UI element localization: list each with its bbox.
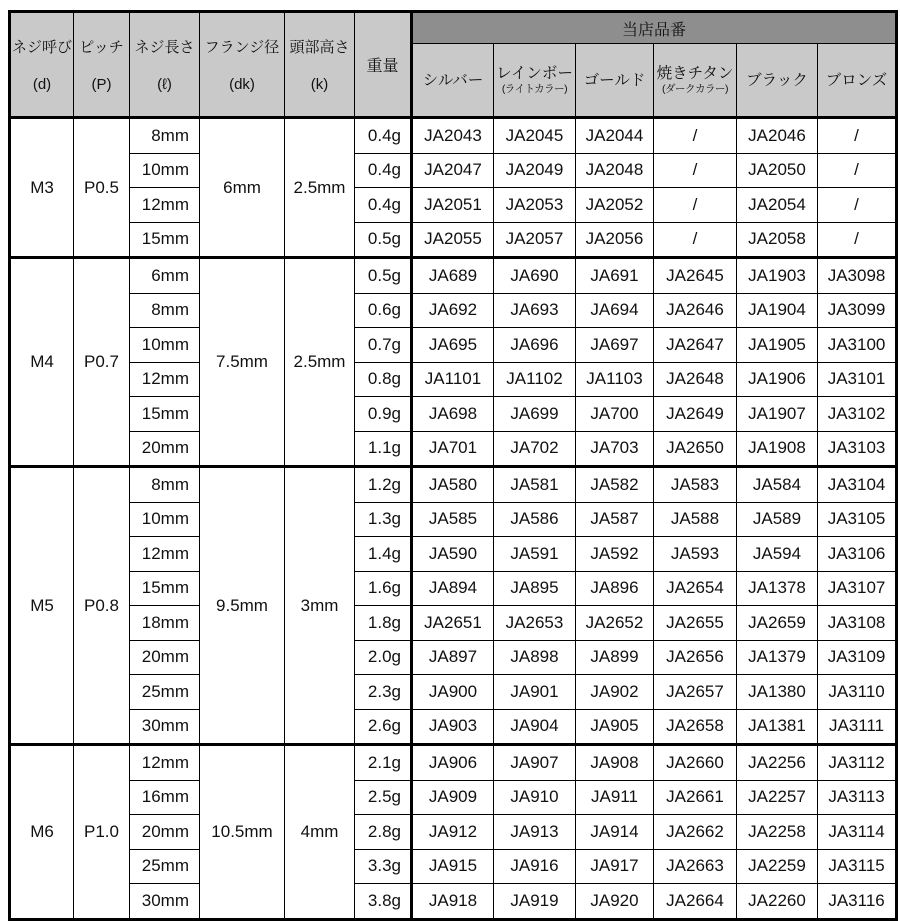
part-number-cell: JA698 [412, 397, 494, 432]
column-header-burnt-titanium: 焼きチタン (ダークカラー) [654, 44, 737, 118]
screw-spec-table [8, 10, 898, 921]
weight-cell: 0.6g [355, 293, 412, 328]
part-number-cell: JA898 [494, 640, 576, 675]
part-number-cell: JA3113 [818, 780, 897, 815]
column-header-weight: 重量 [355, 12, 412, 118]
length-cell: 18mm [130, 606, 200, 641]
table-row [10, 780, 897, 815]
weight-cell: 1.8g [355, 606, 412, 641]
part-number-cell: JA916 [494, 849, 576, 884]
length-cell: 16mm [130, 780, 200, 815]
length-cell: 12mm [130, 362, 200, 397]
length-cell: 20mm [130, 815, 200, 850]
table-row [10, 502, 897, 537]
part-number-cell: JA903 [412, 709, 494, 745]
part-number-cell: JA2657 [654, 675, 737, 710]
table-row [10, 328, 897, 363]
part-number-cell: JA1380 [737, 675, 818, 710]
column-header-black: ブラック [737, 44, 818, 118]
part-number-cell: JA2659 [737, 606, 818, 641]
part-number-cell: JA919 [494, 884, 576, 920]
part-number-cell: JA594 [737, 537, 818, 572]
column-header-symbol: (d) [32, 76, 52, 94]
part-number-cell: JA3104 [818, 467, 897, 503]
part-number-cell: JA694 [576, 293, 654, 328]
part-number-cell: JA2647 [654, 328, 737, 363]
length-cell: 25mm [130, 849, 200, 884]
part-number-cell: JA3102 [818, 397, 897, 432]
weight-cell: 0.4g [355, 153, 412, 188]
column-header-silver: シルバー [412, 44, 494, 118]
part-number-cell: JA2049 [494, 153, 576, 188]
table-body [10, 118, 897, 920]
part-number-cell: JA3107 [818, 571, 897, 606]
weight-cell: 1.1g [355, 431, 412, 467]
column-header-label: ネジ呼び [11, 38, 72, 56]
column-header-head-height [285, 12, 355, 118]
part-number-cell: / [818, 222, 897, 258]
screw-size-cell: M3 [10, 118, 74, 258]
length-cell: 25mm [130, 675, 200, 710]
part-number-cell: JA2651 [412, 606, 494, 641]
weight-cell: 2.6g [355, 709, 412, 745]
column-header-label: 頭部高さ [289, 38, 350, 56]
screw-size-cell: M6 [10, 745, 74, 920]
part-number-cell: JA2043 [412, 118, 494, 154]
part-number-cell: JA2045 [494, 118, 576, 154]
part-number-cell: JA691 [576, 258, 654, 294]
part-number-cell: / [654, 188, 737, 223]
part-number-cell: JA2649 [654, 397, 737, 432]
part-number-cell: JA692 [412, 293, 494, 328]
part-number-cell: JA2056 [576, 222, 654, 258]
part-number-cell: JA2053 [494, 188, 576, 223]
part-number-cell: JA917 [576, 849, 654, 884]
part-number-cell: JA2054 [737, 188, 818, 223]
weight-cell: 0.4g [355, 118, 412, 154]
part-number-cell: JA593 [654, 537, 737, 572]
column-header-symbol: (ℓ) [157, 76, 172, 94]
part-number-cell: JA696 [494, 328, 576, 363]
part-number-cell: JA695 [412, 328, 494, 363]
flange-diameter-cell: 7.5mm [200, 258, 285, 467]
part-number-cell: JA2050 [737, 153, 818, 188]
table-row [10, 222, 897, 258]
part-number-cell: JA2051 [412, 188, 494, 223]
part-number-cell: / [818, 153, 897, 188]
length-cell: 30mm [130, 884, 200, 920]
part-number-cell: JA3112 [818, 745, 897, 781]
part-number-cell: JA915 [412, 849, 494, 884]
part-number-cell: JA587 [576, 502, 654, 537]
length-cell: 30mm [130, 709, 200, 745]
part-number-cell: JA3101 [818, 362, 897, 397]
column-header-label: ネジ長さ [134, 38, 195, 56]
weight-cell: 0.9g [355, 397, 412, 432]
table-row [10, 467, 897, 503]
flange-diameter-cell: 10.5mm [200, 745, 285, 920]
part-number-cell: JA901 [494, 675, 576, 710]
part-number-cell: JA912 [412, 815, 494, 850]
part-number-cell: JA900 [412, 675, 494, 710]
length-cell: 10mm [130, 328, 200, 363]
part-number-cell: JA580 [412, 467, 494, 503]
length-cell: 15mm [130, 397, 200, 432]
part-number-cell: JA2256 [737, 745, 818, 781]
screw-size-cell: M4 [10, 258, 74, 467]
weight-cell: 2.3g [355, 675, 412, 710]
part-number-cell: JA2048 [576, 153, 654, 188]
table-row [10, 118, 897, 154]
part-number-cell: JA3111 [818, 709, 897, 745]
part-number-cell: / [818, 188, 897, 223]
part-number-cell: JA918 [412, 884, 494, 920]
part-number-cell: JA2656 [654, 640, 737, 675]
part-number-cell: JA2055 [412, 222, 494, 258]
weight-cell: 1.2g [355, 467, 412, 503]
part-number-cell: JA911 [576, 780, 654, 815]
column-header-bronze: ブロンズ [818, 44, 897, 118]
part-number-cell: JA699 [494, 397, 576, 432]
part-number-cell: JA592 [576, 537, 654, 572]
column-header-flange-diameter [200, 12, 285, 118]
part-number-cell: JA2044 [576, 118, 654, 154]
table-row [10, 849, 897, 884]
part-number-cell: JA2257 [737, 780, 818, 815]
part-number-cell: JA3099 [818, 293, 897, 328]
head-height-cell: 2.5mm [285, 258, 355, 467]
part-number-cell: JA689 [412, 258, 494, 294]
weight-cell: 1.4g [355, 537, 412, 572]
part-number-cell: JA1904 [737, 293, 818, 328]
part-number-cell: JA906 [412, 745, 494, 781]
table-row [10, 537, 897, 572]
part-number-cell: / [818, 118, 897, 154]
part-number-cell: JA3103 [818, 431, 897, 467]
column-header-rainbow: レインボー (ライトカラー) [494, 44, 576, 118]
length-cell: 20mm [130, 431, 200, 467]
flange-diameter-cell: 9.5mm [200, 467, 285, 745]
table-row [10, 745, 897, 781]
part-number-cell: / [654, 118, 737, 154]
part-number-cell: JA897 [412, 640, 494, 675]
part-number-cell: JA2645 [654, 258, 737, 294]
part-number-cell: JA2658 [654, 709, 737, 745]
part-number-cell: JA905 [576, 709, 654, 745]
table-row [10, 153, 897, 188]
length-cell: 12mm [130, 188, 200, 223]
part-number-cell: JA701 [412, 431, 494, 467]
part-number-cell: / [654, 222, 737, 258]
part-number-cell: JA913 [494, 815, 576, 850]
weight-cell: 2.5g [355, 780, 412, 815]
part-number-cell: JA702 [494, 431, 576, 467]
part-number-cell: JA2259 [737, 849, 818, 884]
part-number-cell: JA2052 [576, 188, 654, 223]
table-row [10, 397, 897, 432]
length-cell: 12mm [130, 537, 200, 572]
length-cell: 20mm [130, 640, 200, 675]
part-number-cell: JA2047 [412, 153, 494, 188]
part-number-cell: JA899 [576, 640, 654, 675]
part-number-cell: JA1101 [412, 362, 494, 397]
header-row-top [10, 12, 897, 44]
part-number-cell: JA703 [576, 431, 654, 467]
table-row [10, 675, 897, 710]
screw-size-cell: M5 [10, 467, 74, 745]
part-number-cell: JA2655 [654, 606, 737, 641]
part-number-cell: JA582 [576, 467, 654, 503]
weight-cell: 0.5g [355, 222, 412, 258]
part-number-cell: JA585 [412, 502, 494, 537]
part-number-cell: JA590 [412, 537, 494, 572]
pitch-cell: P1.0 [74, 745, 130, 920]
column-header-screw-size [10, 12, 74, 118]
part-number-cell: JA2057 [494, 222, 576, 258]
part-number-cell: JA697 [576, 328, 654, 363]
part-number-cell: JA907 [494, 745, 576, 781]
head-height-cell: 3mm [285, 467, 355, 745]
weight-cell: 0.7g [355, 328, 412, 363]
part-number-cell: JA586 [494, 502, 576, 537]
part-number-cell: JA3110 [818, 675, 897, 710]
part-number-cell: JA1906 [737, 362, 818, 397]
table-row [10, 188, 897, 223]
table-row [10, 362, 897, 397]
part-number-banner: 当店品番 [412, 12, 897, 44]
part-number-cell: JA2046 [737, 118, 818, 154]
part-number-cell: JA3100 [818, 328, 897, 363]
part-number-cell: JA1103 [576, 362, 654, 397]
part-number-cell: JA910 [494, 780, 576, 815]
part-number-cell: JA2660 [654, 745, 737, 781]
column-header-screw-length [130, 12, 200, 118]
table-row [10, 431, 897, 467]
part-number-cell: JA2661 [654, 780, 737, 815]
column-header-symbol: (k) [310, 76, 329, 94]
part-number-cell: JA581 [494, 467, 576, 503]
part-number-cell: JA2648 [654, 362, 737, 397]
part-number-cell: JA2258 [737, 815, 818, 850]
table-row [10, 815, 897, 850]
weight-cell: 2.8g [355, 815, 412, 850]
weight-cell: 2.1g [355, 745, 412, 781]
part-number-cell: JA3109 [818, 640, 897, 675]
part-number-cell: JA584 [737, 467, 818, 503]
part-number-cell: JA2652 [576, 606, 654, 641]
length-cell: 6mm [130, 258, 200, 294]
table-row [10, 606, 897, 641]
part-number-cell: JA3098 [818, 258, 897, 294]
weight-cell: 2.0g [355, 640, 412, 675]
part-number-cell: JA1378 [737, 571, 818, 606]
part-number-cell: JA3116 [818, 884, 897, 920]
part-number-cell: JA904 [494, 709, 576, 745]
table-header [10, 12, 897, 118]
length-cell: 10mm [130, 153, 200, 188]
part-number-cell: JA2653 [494, 606, 576, 641]
part-number-cell: JA894 [412, 571, 494, 606]
column-header-gold: ゴールド [576, 44, 654, 118]
part-number-cell: JA589 [737, 502, 818, 537]
part-number-cell: JA920 [576, 884, 654, 920]
part-number-cell: JA3114 [818, 815, 897, 850]
part-number-cell: JA909 [412, 780, 494, 815]
head-height-cell: 2.5mm [285, 118, 355, 258]
pitch-cell: P0.8 [74, 467, 130, 745]
part-number-cell: JA693 [494, 293, 576, 328]
length-cell: 8mm [130, 293, 200, 328]
part-number-cell: JA2662 [654, 815, 737, 850]
part-number-cell: JA914 [576, 815, 654, 850]
length-cell: 12mm [130, 745, 200, 781]
weight-cell: 3.3g [355, 849, 412, 884]
length-cell: 15mm [130, 571, 200, 606]
part-number-cell: JA2663 [654, 849, 737, 884]
column-header-symbol: (dk) [229, 76, 255, 94]
part-number-cell: JA3108 [818, 606, 897, 641]
part-number-cell: JA591 [494, 537, 576, 572]
part-number-cell: JA3115 [818, 849, 897, 884]
part-number-cell: JA2260 [737, 884, 818, 920]
part-number-cell: JA588 [654, 502, 737, 537]
part-number-cell: / [654, 153, 737, 188]
weight-cell: 1.6g [355, 571, 412, 606]
length-cell: 10mm [130, 502, 200, 537]
part-number-cell: JA1907 [737, 397, 818, 432]
length-cell: 8mm [130, 118, 200, 154]
part-number-cell: JA902 [576, 675, 654, 710]
part-number-cell: JA2646 [654, 293, 737, 328]
part-number-cell: JA1903 [737, 258, 818, 294]
part-number-cell: JA2058 [737, 222, 818, 258]
part-number-cell: JA583 [654, 467, 737, 503]
part-number-cell: JA2650 [654, 431, 737, 467]
column-header-symbol: (P) [91, 76, 112, 94]
table-row [10, 571, 897, 606]
table-row [10, 293, 897, 328]
part-number-cell: JA1102 [494, 362, 576, 397]
pitch-cell: P0.5 [74, 118, 130, 258]
length-cell: 15mm [130, 222, 200, 258]
part-number-cell: JA2654 [654, 571, 737, 606]
part-number-cell: JA2664 [654, 884, 737, 920]
pitch-cell: P0.7 [74, 258, 130, 467]
weight-cell: 3.8g [355, 884, 412, 920]
part-number-cell: JA896 [576, 571, 654, 606]
part-number-cell: JA895 [494, 571, 576, 606]
column-header-label: フランジ径 [204, 38, 280, 56]
table-row [10, 258, 897, 294]
weight-cell: 1.3g [355, 502, 412, 537]
length-cell: 8mm [130, 467, 200, 503]
weight-cell: 0.8g [355, 362, 412, 397]
table-row [10, 640, 897, 675]
part-number-cell: JA1381 [737, 709, 818, 745]
part-number-cell: JA690 [494, 258, 576, 294]
head-height-cell: 4mm [285, 745, 355, 920]
column-header-label: ピッチ [79, 38, 124, 56]
part-number-cell: JA908 [576, 745, 654, 781]
table-row [10, 709, 897, 745]
part-number-cell: JA3105 [818, 502, 897, 537]
part-number-cell: JA700 [576, 397, 654, 432]
weight-cell: 0.5g [355, 258, 412, 294]
weight-cell: 0.4g [355, 188, 412, 223]
part-number-cell: JA3106 [818, 537, 897, 572]
column-header-pitch [74, 12, 130, 118]
flange-diameter-cell: 6mm [200, 118, 285, 258]
table-row [10, 884, 897, 920]
part-number-cell: JA1908 [737, 431, 818, 467]
part-number-cell: JA1379 [737, 640, 818, 675]
part-number-cell: JA1905 [737, 328, 818, 363]
